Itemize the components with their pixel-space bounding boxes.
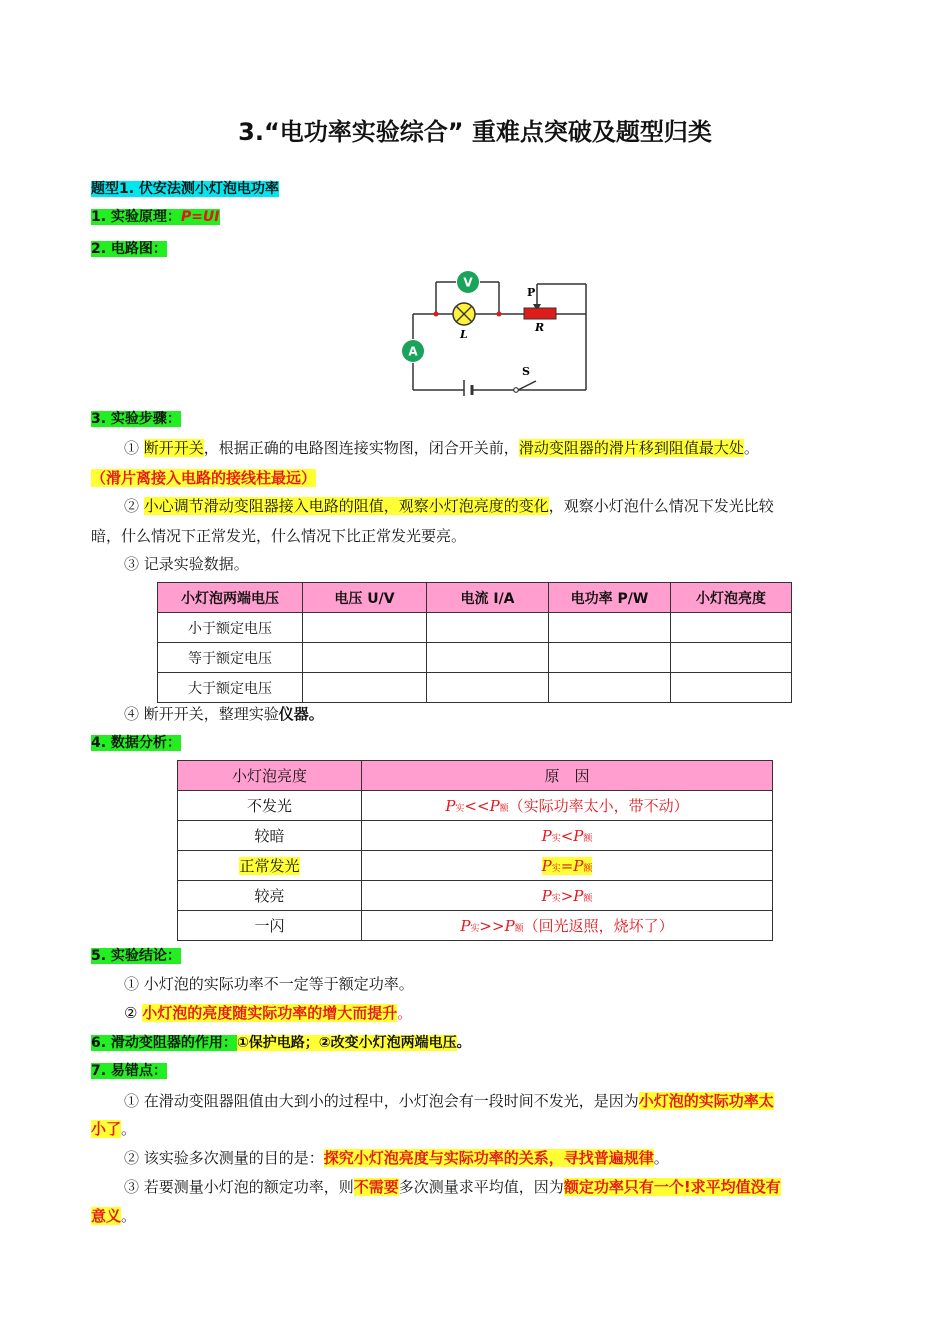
conclusion-2-highlight: 小灯泡的亮度随实际功率的增大而提升 <box>142 1004 398 1022</box>
table-row <box>178 821 773 851</box>
rheostat-role-content: ①保护电路；②改变小灯泡两端电压 <box>236 1035 457 1051</box>
mistake-1-continued: 小了。 <box>91 1120 137 1138</box>
table-cell <box>671 673 792 703</box>
section-circuit <box>91 238 861 260</box>
table-row <box>178 911 773 941</box>
analysis-label: 4. 数据分析： <box>91 735 181 751</box>
steps-label: 3. 实验步骤： <box>91 411 181 427</box>
circuit-diagram <box>396 266 596 396</box>
voltmeter-label: V <box>463 275 473 290</box>
topic-heading <box>91 178 861 200</box>
conclusion-1: ① 小灯泡的实际功率不一定等于额定功率。 <box>124 975 414 993</box>
table-row <box>158 673 792 703</box>
step-1-highlight-b: 滑动变阻器的滑片移到阻值最大处 <box>518 439 744 457</box>
table-cell <box>303 613 427 643</box>
junction-dot-left <box>434 312 439 317</box>
table-header-row <box>158 583 792 613</box>
step-1-note: （滑片离接入电路的接线柱最远） <box>91 469 317 487</box>
mistake-3: ③ 若要测量小灯泡的额定功率，则不需要多次测量求平均值，因为额定功率只有一个!求平均值没有 <box>124 1178 781 1196</box>
table-cell <box>671 643 792 673</box>
slider-label: P <box>527 286 536 299</box>
section-conclusion <box>91 945 861 967</box>
section-rheostat-role: 6. 滑动变阻器的作用：①保护电路；②改变小灯泡两端电压。 <box>91 1035 471 1051</box>
table-row <box>158 643 792 673</box>
topic-label: 题型1. 伏安法测小灯泡电功率 <box>91 181 279 197</box>
mistake-3-continued: 意义。 <box>91 1207 137 1225</box>
brightness-cell: 正常发光 <box>178 851 362 881</box>
step-1-note-line <box>91 467 861 489</box>
conclusion-label: 5. 实验结论： <box>91 948 181 964</box>
mistake-3-highlight-b: 额定功率只有一个!求平均值没有 <box>563 1178 781 1196</box>
mistake-3-highlight-a: 不需要 <box>353 1178 399 1196</box>
step-1: ① 断开开关，根据正确的电路图连接实物图，闭合开关前，滑动变阻器的滑片移到阻值最大处。 <box>124 439 759 457</box>
table-cell <box>427 613 549 643</box>
circuit-label: 2. 电路图： <box>91 241 167 257</box>
step-4: ④ 断开开关，整理实验仪器。 <box>124 705 324 723</box>
step-2-continued: 暗，什么情况下正常发光，什么情况下比正常发光要亮。 <box>91 527 467 545</box>
rheostat-r <box>524 308 556 319</box>
table-header-row <box>178 761 773 791</box>
table-row <box>178 881 773 911</box>
step-3: ③ 记录实验数据。 <box>124 555 249 573</box>
section-analysis <box>91 732 861 754</box>
mistake-1-highlight: 小灯泡的实际功率太 <box>638 1092 774 1110</box>
brightness-cell: 较亮 <box>178 881 362 911</box>
col-header: 小灯泡亮度 <box>671 583 792 613</box>
switch-label: S <box>522 365 530 378</box>
section-steps <box>91 408 861 430</box>
principle-label: 1. 实验原理： <box>91 209 181 225</box>
brightness-cell: 较暗 <box>178 821 362 851</box>
ammeter-label: A <box>408 344 418 359</box>
table-cell <box>427 673 549 703</box>
col-header: 小灯泡两端电压 <box>158 583 303 613</box>
table-cell <box>549 613 671 643</box>
reason-cell: P实>P额 <box>362 881 773 911</box>
data-record-table <box>157 582 792 703</box>
table-cell <box>549 673 671 703</box>
col-header: 电功率 P/W <box>549 583 671 613</box>
row-label: 大于额定电压 <box>158 673 303 703</box>
mistake-2: ② 该实验多次测量的目的是：探究小灯泡亮度与实际功率的关系，寻找普遍规律。 <box>124 1149 669 1167</box>
col-header: 电流 I/A <box>427 583 549 613</box>
analysis-table <box>177 760 773 941</box>
step-2: ② 小心调节滑动变阻器接入电路的阻值，观察小灯泡亮度的变化，观察小灯泡什么情况下发光比较 <box>124 497 774 515</box>
table-row <box>178 851 773 881</box>
brightness-cell: 一闪 <box>178 911 362 941</box>
lamp-label: L <box>460 328 468 341</box>
reason-cell: P实=P额 <box>362 851 773 881</box>
conclusion-2: ② 小灯泡的亮度随实际功率的增大而提升。 <box>124 1004 413 1022</box>
section-principle <box>91 206 861 228</box>
col-header: 电压 U/V <box>303 583 427 613</box>
table-cell <box>671 613 792 643</box>
table-cell <box>549 643 671 673</box>
table-row <box>158 613 792 643</box>
reason-cell: P实>>P额（回光返照，烧坏了） <box>362 911 773 941</box>
table-row <box>178 791 773 821</box>
section-mistakes <box>91 1060 861 1082</box>
reason-cell: P实<P额 <box>362 821 773 851</box>
mistake-2-highlight: 探究小灯泡亮度与实际功率的关系，寻找普遍规律 <box>323 1149 654 1167</box>
reason-cell: P实<<P额（实际功率太小，带不动） <box>362 791 773 821</box>
brightness-cell: 不发光 <box>178 791 362 821</box>
rheostat-role-label: 6. 滑动变阻器的作用： <box>91 1035 237 1051</box>
row-label: 等于额定电压 <box>158 643 303 673</box>
col-header: 原 因 <box>362 761 773 791</box>
col-header: 小灯泡亮度 <box>178 761 362 791</box>
row-label: 小于额定电压 <box>158 613 303 643</box>
page-title: 3.“电功率实验综合” 重难点突破及题型归类 <box>238 118 712 146</box>
principle-formula: P=UI <box>180 209 220 225</box>
table-cell <box>303 643 427 673</box>
switch-contact <box>514 388 519 393</box>
junction-dot-right <box>497 312 502 317</box>
table-cell <box>427 643 549 673</box>
step-1-highlight-a: 断开开关 <box>143 439 204 457</box>
mistakes-label: 7. 易错点： <box>91 1063 167 1079</box>
rheostat-label: R <box>535 321 545 334</box>
step-2-highlight: 小心调节滑动变阻器接入电路的阻值，观察小灯泡亮度的变化 <box>143 497 549 515</box>
mistake-1: ① 在滑动变阻器阻值由大到小的过程中，小灯泡会有一段时间不发光，是因为小灯泡的实际功率太 <box>124 1092 774 1110</box>
table-cell <box>303 673 427 703</box>
